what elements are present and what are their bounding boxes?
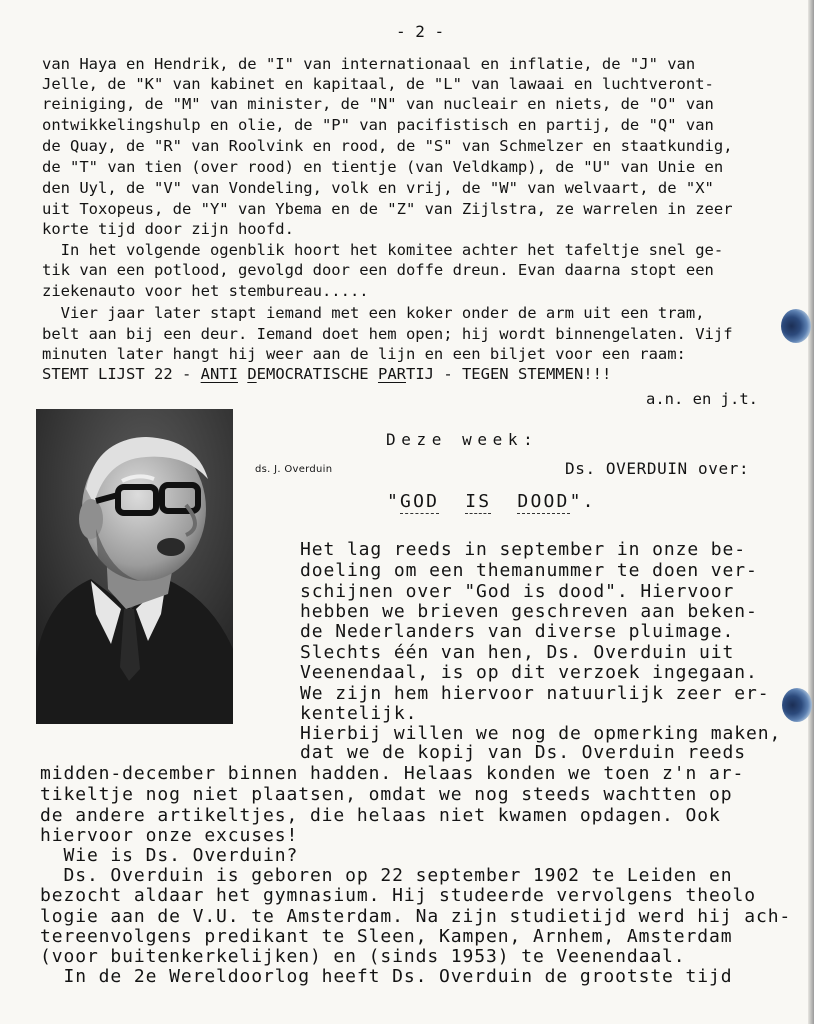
headline-word-god: GOD bbox=[400, 491, 440, 512]
text-line: ziekenauto voor het stembureau..... bbox=[42, 282, 369, 300]
signature: a.n. en j.t. bbox=[646, 390, 758, 408]
slogan-par: PAR bbox=[377, 365, 406, 383]
portrait-illustration bbox=[36, 409, 233, 724]
text-line: reiniging, de "M" van minister, de "N" van nucleair en niets, de "O" van bbox=[42, 95, 714, 113]
text-line: doeling om een themanummer te doen ver- bbox=[300, 560, 758, 581]
headline-word-is: IS bbox=[465, 491, 492, 512]
punch-hole bbox=[782, 688, 812, 722]
text-line: de "T" van tien (over rood) en tientje (van Veldkamp), de "U" van Unie en bbox=[42, 158, 724, 176]
text-line: logie aan de V.U. te Amsterdam. Na zijn studietijd werd hij ach- bbox=[40, 906, 792, 927]
text-line: midden-december binnen hadden. Helaas konden we toen z'n ar- bbox=[40, 763, 745, 784]
text-line: de Nederlanders van diverse pluimage. bbox=[300, 621, 735, 642]
text-line: bezocht aldaar het gymnasium. Hij studeerde vervolgens theolo bbox=[40, 885, 756, 906]
text-line: Vier jaar later stapt iemand met een koker onder de arm uit een tram, bbox=[42, 304, 705, 322]
slogan-emo: EMOCRATISCHE bbox=[256, 365, 378, 383]
text-line: dat we de kopij van Ds. Overduin reeds bbox=[300, 742, 747, 763]
slogan-tij: TIJ bbox=[405, 365, 434, 383]
portrait-photo bbox=[36, 409, 233, 724]
text-line: In de 2e Wereldoorlog heeft Ds. Overduin de grootste tijd bbox=[40, 966, 733, 987]
punch-hole bbox=[781, 309, 811, 343]
text-line: belt aan bij een deur. Iemand doet hem open; hij wordt binnengelaten. Vijf bbox=[42, 325, 733, 343]
text-line: uit Toxopeus, de "Y" van Ybema en de "Z" van Zijlstra, ze warrelen in zeer bbox=[42, 200, 733, 218]
text-line: (voor buitenkerkelijken) en (sinds 1953) te Veenendaal. bbox=[40, 946, 686, 967]
text-line: tereenvolgens predikant te Sleen, Kampen, Arnhem, Amsterdam bbox=[40, 926, 733, 947]
text-line: de Quay, de "R" van Roolvink en rood, de "S" van Schmelzer en staatkundig, bbox=[42, 137, 733, 155]
slogan-prefix: STEMT LIJST 22 - bbox=[42, 365, 201, 383]
photo-caption: ds. J. Overduin bbox=[255, 464, 333, 475]
page-number: - 2 - bbox=[396, 22, 445, 41]
headline-close-quote: ". bbox=[569, 491, 596, 512]
slogan-suffix: - TEGEN STEMMEN!!! bbox=[433, 365, 612, 383]
text-line: Jelle, de "K" van kabinet en kapitaal, de "L" van lawaai en luchtveront- bbox=[42, 75, 714, 93]
text-line: ontwikkelingshulp en olie, de "P" van pacifistisch en partij, de "Q" van bbox=[42, 116, 714, 134]
feature-headline bbox=[387, 492, 596, 512]
text-line: tikeltje nog niet plaatsen, omdat we nog steeds wachtten op bbox=[40, 784, 733, 805]
headline-word-dood: DOOD bbox=[517, 491, 570, 512]
text-line: In het volgende ogenblik hoort het komitee achter het tafeltje snel ge- bbox=[42, 241, 724, 259]
text-line: Veenendaal, is op dit verzoek ingegaan. bbox=[300, 662, 758, 683]
feature-subtitle: Ds. OVERDUIN over: bbox=[565, 459, 750, 478]
slogan-line bbox=[42, 364, 611, 384]
text-line: Hierbij willen we nog de opmerking maken, bbox=[300, 723, 782, 744]
text-line: schijnen over "God is dood". Hiervoor bbox=[300, 581, 735, 602]
text-line: Slechts één van hen, Ds. Overduin uit bbox=[300, 642, 735, 663]
text-line: hiervoor onze excuses! bbox=[40, 825, 299, 846]
text-line: den Uyl, de "V" van Vondeling, volk en vrij, de "W" van welvaart, de "X" bbox=[42, 179, 714, 197]
text-line: Het lag reeds in september in onze be- bbox=[300, 539, 747, 560]
slogan-anti: ANTI bbox=[200, 365, 238, 383]
text-line: hebben we brieven geschreven aan beken- bbox=[300, 601, 758, 622]
feature-kicker: Deze week: bbox=[386, 430, 539, 449]
headline-open-quote: " bbox=[387, 491, 401, 512]
text-line: minuten later hangt hij weer aan de lijn en een biljet voor een raam: bbox=[42, 345, 686, 363]
text-line: de andere artikeltjes, die helaas niet kwamen opdagen. Ook bbox=[40, 805, 721, 826]
text-line: Wie is Ds. Overduin? bbox=[40, 845, 299, 866]
text-line: We zijn hem hiervoor natuurlijk zeer er- bbox=[300, 683, 770, 704]
slogan-space bbox=[238, 365, 247, 383]
text-line: van Haya en Hendrik, de "I" van internationaal en inflatie, de "J" van bbox=[42, 55, 696, 73]
text-line: korte tijd door zijn hoofd. bbox=[42, 220, 294, 238]
text-line: tik van een potlood, gevolgd door een doffe dreun. Evan daarna stopt een bbox=[42, 261, 714, 279]
slogan-d: D bbox=[247, 365, 257, 383]
page-edge-shadow bbox=[808, 0, 814, 1024]
text-line: kentelijk. bbox=[300, 703, 418, 724]
text-line: Ds. Overduin is geboren op 22 september 1902 te Leiden en bbox=[40, 865, 733, 886]
